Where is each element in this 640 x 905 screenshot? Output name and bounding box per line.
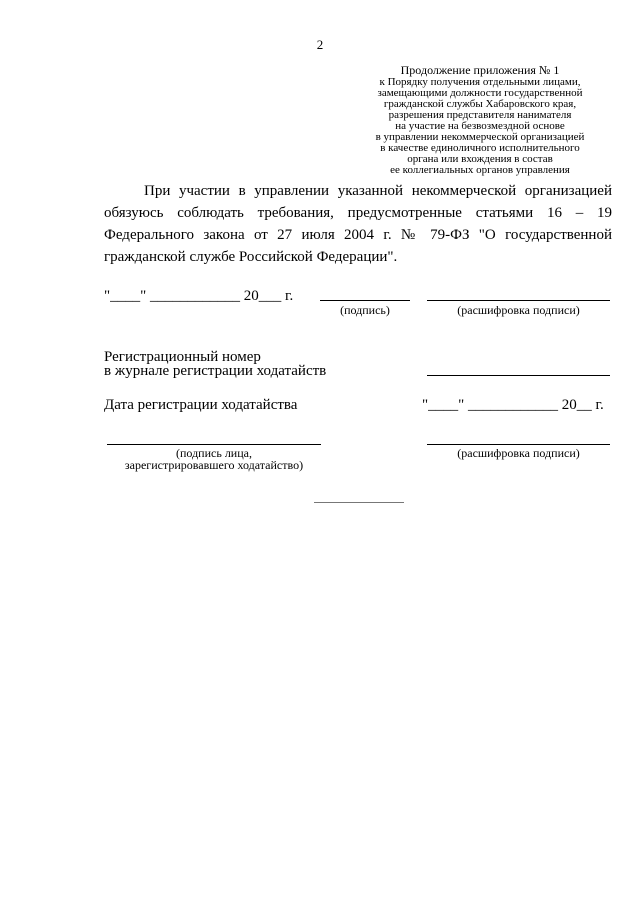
signature-date-field[interactable]: "____" ____________ 20___ г. [104,288,294,304]
registrar-caption-line1: (подпись лица, [176,446,252,460]
appendix-line: в управлении некоммерческой организацией [375,131,585,143]
registrar-caption-line2: зарегистрировавшего ходатайство) [124,458,304,472]
page-number: 2 [316,37,324,52]
registration-number-label-line2: в журнале регистрации ходатайств [104,363,327,379]
signature-decoding-caption: (расшифровка подписи) [457,303,580,317]
signature-caption: (подпись) [340,303,390,317]
obligation-paragraph: При участии в управлении указанной некоммерческой организацией обязуюсь соблюдать требования, предусмотренные статьями 16 – 19 Федерального закона от 27 июля 2004 г. № 79-ФЗ "О государственной гражданской службе Российской Федерации". [104,183,612,265]
registrar-decoding-caption: (расшифровка подписи) [457,446,580,460]
appendix-line: на участие на безвозмездной основе [395,120,565,132]
appendix-line: разрешения представителя нанимателя [388,109,572,121]
appendix-title: Продолжение приложения № 1 [400,63,560,77]
registration-number-line[interactable] [427,375,610,376]
registration-number-label-line1: Регистрационный номер [104,349,261,365]
appendix-line: замещающими должности государственной [377,87,583,99]
registration-date-label: Дата регистрации ходатайства [104,397,298,413]
registrar-decoding-line[interactable] [427,444,610,445]
appendix-line: к Порядку получения отдельными лицами, [379,76,581,88]
appendix-line: в качестве единоличного исполнительного [380,142,580,154]
appendix-line: гражданской службы Хабаровского края, [383,98,577,110]
registration-date-field[interactable]: "____" ____________ 20__ г. [422,397,604,413]
end-separator [314,502,404,503]
appendix-line: органа или вхождения в состав [407,153,553,165]
appendix-header [330,63,630,176]
signature-decoding-line[interactable] [427,300,610,301]
appendix-line: ее коллегиальных органов управления [390,164,570,176]
registrar-signature-line[interactable] [107,444,321,445]
signature-line[interactable] [320,300,410,301]
